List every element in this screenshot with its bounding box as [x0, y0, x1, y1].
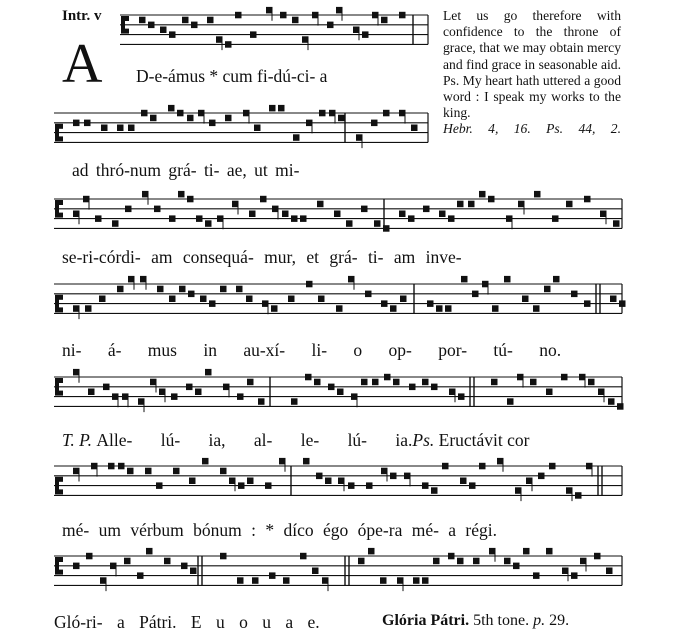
punctum-neume	[156, 482, 163, 489]
punctum-neume	[337, 389, 344, 396]
page-abbrev: p.	[533, 612, 546, 629]
punctum-neume	[186, 384, 193, 391]
punctum-neume	[544, 286, 551, 293]
punctum-neume	[422, 379, 429, 386]
c-clef-icon	[59, 307, 63, 312]
punctum-neume	[108, 463, 115, 470]
punctum-neume	[457, 558, 464, 565]
punctum-neume	[399, 12, 406, 18]
psalm-incipit: Eructávit cor	[438, 430, 530, 450]
punctum-neume	[283, 577, 290, 584]
c-clef-icon	[121, 16, 125, 34]
punctum-neume	[610, 296, 617, 303]
punctum-neume	[195, 389, 202, 396]
punctum-neume	[173, 468, 180, 475]
punctum-neume	[325, 478, 332, 485]
punctum-neume	[433, 558, 440, 565]
punctum-neume	[393, 379, 400, 386]
punctum-neume	[141, 110, 148, 117]
c-clef-icon	[59, 124, 63, 129]
c-clef-icon	[55, 200, 59, 218]
punctum-neume	[608, 398, 615, 405]
punctum-neume	[448, 215, 455, 222]
gloria-label: Glória Pátri.	[382, 612, 470, 629]
punctum-neume	[247, 379, 254, 386]
punctum-neume	[205, 369, 212, 376]
punctum-neume	[533, 305, 540, 312]
punctum-neume	[225, 41, 232, 48]
punctum-neume	[187, 196, 194, 203]
punctum-neume	[103, 384, 110, 391]
punctum-neume	[181, 563, 188, 570]
punctum-neume	[84, 120, 91, 127]
punctum-neume	[220, 553, 227, 560]
punctum-neume	[200, 296, 207, 303]
punctum-neume	[117, 125, 124, 132]
punctum-neume	[128, 125, 135, 132]
c-clef-icon	[59, 391, 63, 396]
lyric-line-7: Gló-ri- a Pátri. E u o u a e.	[54, 612, 320, 632]
punctum-neume	[546, 548, 553, 555]
punctum-neume	[390, 305, 397, 312]
punctum-neume	[383, 225, 390, 232]
punctum-neume	[513, 563, 520, 570]
punctum-neume	[288, 296, 295, 303]
punctum-neume	[445, 305, 452, 312]
c-clef-icon	[55, 378, 59, 396]
mode-label: Intr. v	[62, 8, 102, 24]
c-clef-icon	[59, 570, 63, 575]
punctum-neume	[431, 384, 438, 391]
punctum-neume	[124, 558, 131, 565]
punctum-neume	[327, 22, 334, 29]
punctum-neume	[504, 558, 511, 565]
punctum-neume	[312, 568, 319, 575]
c-clef-icon	[125, 16, 129, 21]
punctum-neume	[571, 572, 578, 579]
punctum-neume	[448, 553, 455, 560]
punctum-neume	[584, 196, 591, 203]
lyric-line-2: ad thró-num grá- ti- ae, ut mi-	[72, 160, 300, 180]
punctum-neume	[361, 206, 368, 213]
punctum-neume	[336, 305, 343, 312]
punctum-neume	[125, 206, 132, 213]
punctum-neume	[291, 215, 298, 222]
punctum-neume	[137, 572, 144, 579]
lyric-line-5	[62, 430, 530, 451]
punctum-neume	[300, 215, 307, 222]
punctum-neume	[237, 393, 244, 400]
punctum-neume	[338, 115, 345, 122]
punctum-neume	[250, 31, 257, 38]
punctum-neume	[139, 17, 146, 24]
punctum-neume	[238, 482, 245, 489]
punctum-neume	[383, 110, 390, 117]
punctum-neume	[292, 17, 299, 24]
punctum-neume	[168, 105, 175, 112]
punctum-neume	[169, 296, 176, 303]
c-clef-icon	[55, 557, 59, 575]
c-clef-icon	[59, 557, 63, 562]
punctum-neume	[101, 125, 108, 132]
punctum-neume	[73, 120, 80, 127]
punctum-neume	[372, 379, 379, 386]
punctum-neume	[169, 31, 176, 38]
punctum-neume	[88, 389, 95, 396]
punctum-neume	[189, 478, 196, 485]
punctum-neume	[225, 115, 232, 122]
punctum-neume	[209, 120, 216, 127]
punctum-neume	[160, 27, 167, 34]
punctum-neume	[588, 379, 595, 386]
punctum-neume	[552, 215, 559, 222]
translation-text: Let us go therefore with confidence to the throne of grace, that we may obtain mercy and find grace in seasonable aid. Ps. My heart hath uttered a good word : I speak my works to the king.	[443, 8, 621, 121]
punctum-neume	[390, 473, 397, 480]
c-clef-icon	[59, 489, 63, 494]
punctum-neume	[258, 398, 265, 405]
c-clef-icon	[59, 477, 63, 482]
punctum-neume	[280, 12, 287, 18]
punctum-neume	[118, 463, 125, 470]
c-clef-icon	[59, 295, 63, 300]
punctum-neume	[202, 458, 209, 465]
punctum-neume	[384, 374, 391, 381]
c-clef-icon	[59, 378, 63, 383]
psalm-marker: Ps.	[412, 430, 435, 450]
punctum-neume	[236, 286, 243, 293]
punctum-neume	[358, 558, 365, 565]
punctum-neume	[293, 134, 300, 141]
punctum-neume	[177, 110, 184, 117]
punctum-neume	[617, 403, 624, 410]
punctum-neume	[157, 286, 164, 293]
page-number: 29.	[549, 612, 570, 629]
punctum-neume	[182, 17, 189, 24]
punctum-neume	[492, 305, 499, 312]
punctum-neume	[171, 393, 178, 400]
lyric-line-3: se-ri-córdi- am consequá- mur, et grá- ti- am inve-	[62, 247, 462, 267]
punctum-neume	[127, 468, 134, 475]
punctum-neume	[148, 22, 155, 29]
punctum-neume	[246, 296, 253, 303]
punctum-neume	[613, 220, 620, 227]
c-clef-icon	[59, 213, 63, 218]
punctum-neume	[271, 305, 278, 312]
punctum-neume	[205, 220, 212, 227]
punctum-neume	[300, 553, 307, 560]
punctum-neume	[571, 291, 578, 298]
punctum-neume	[191, 22, 198, 29]
punctum-neume	[305, 374, 312, 381]
punctum-neume	[619, 300, 626, 307]
tone-label: 5th tone.	[473, 612, 530, 629]
punctum-neume	[473, 558, 480, 565]
punctum-neume	[368, 548, 375, 555]
lyric-line-1: D-e-ámus * cum fi-dú-ci- a	[136, 66, 328, 86]
punctum-neume	[411, 125, 418, 132]
punctum-neume	[507, 398, 514, 405]
punctum-neume	[99, 296, 106, 303]
punctum-neume	[196, 215, 203, 222]
punctum-neume	[400, 296, 407, 303]
punctum-neume	[112, 220, 119, 227]
punctum-neume	[575, 492, 582, 499]
punctum-neume	[95, 215, 102, 222]
punctum-neume	[374, 220, 381, 227]
punctum-neume	[260, 196, 267, 203]
punctum-neume	[371, 120, 378, 127]
punctum-neume	[117, 286, 124, 293]
punctum-neume	[334, 211, 341, 218]
punctum-neume	[423, 206, 430, 213]
punctum-neume	[413, 577, 420, 584]
punctum-neume	[188, 291, 195, 298]
gloria-reference	[382, 612, 569, 630]
punctum-neume	[365, 291, 372, 298]
punctum-neume	[561, 374, 568, 381]
punctum-neume	[86, 553, 93, 560]
initial-letter: A	[62, 33, 103, 95]
punctum-neume	[530, 379, 537, 386]
punctum-neume	[207, 17, 214, 24]
c-clef-icon	[55, 295, 59, 313]
punctum-neume	[469, 482, 476, 489]
punctum-neume	[457, 201, 464, 208]
punctum-neume	[146, 548, 153, 555]
punctum-neume	[504, 276, 511, 283]
punctum-neume	[549, 463, 556, 470]
lyric-line-6: mé- um vérbum bónum : * díco égo ópe-ra mé- a régi.	[62, 520, 498, 540]
punctum-neume	[291, 398, 298, 405]
punctum-neume	[479, 463, 486, 470]
punctum-neume	[491, 379, 498, 386]
punctum-neume	[237, 577, 244, 584]
c-clef-icon	[125, 29, 129, 34]
punctum-neume	[409, 384, 416, 391]
c-clef-icon	[59, 200, 63, 205]
punctum-neume	[584, 300, 591, 307]
c-clef-icon	[55, 124, 59, 142]
punctum-neume	[523, 548, 530, 555]
punctum-neume	[422, 577, 429, 584]
scripture-reference: Hebr. 4, 16. Ps. 44, 2.	[443, 121, 621, 137]
punctum-neume	[278, 105, 285, 112]
punctum-neume	[533, 572, 540, 579]
punctum-neume	[594, 553, 601, 560]
punctum-neume	[319, 110, 326, 117]
punctum-neume	[479, 191, 486, 198]
punctum-neume	[427, 300, 434, 307]
punctum-neume	[553, 276, 560, 283]
punctum-neume	[179, 286, 186, 293]
punctum-neume	[190, 568, 197, 575]
tempore-paschali-marker: T. P.	[62, 430, 92, 450]
punctum-neume	[361, 379, 368, 386]
punctum-neume	[269, 572, 276, 579]
punctum-neume	[534, 191, 541, 198]
punctum-neume	[460, 478, 467, 485]
c-clef-icon	[55, 477, 59, 495]
punctum-neume	[346, 220, 353, 227]
punctum-neume	[220, 286, 227, 293]
punctum-neume	[318, 296, 325, 303]
punctum-neume	[328, 384, 335, 391]
punctum-neume	[458, 393, 465, 400]
punctum-neume	[439, 211, 446, 218]
punctum-neume	[546, 389, 553, 396]
punctum-neume	[362, 31, 369, 38]
punctum-neume	[220, 468, 227, 475]
punctum-neume	[468, 201, 475, 208]
punctum-neume	[436, 305, 443, 312]
punctum-neume	[252, 577, 259, 584]
punctum-neume	[269, 105, 276, 112]
punctum-neume	[431, 487, 438, 494]
punctum-neume	[606, 568, 613, 575]
punctum-neume	[399, 211, 406, 218]
punctum-neume	[235, 12, 242, 18]
punctum-neume	[73, 563, 80, 570]
punctum-neume	[381, 300, 388, 307]
lyric-line-4: ni- á- mus in au-xí- li- o op- por- tú- no.	[62, 340, 562, 360]
punctum-neume	[538, 473, 545, 480]
punctum-neume	[85, 305, 92, 312]
punctum-neume	[314, 379, 321, 386]
punctum-neume	[178, 191, 185, 198]
punctum-neume	[282, 211, 289, 218]
punctum-neume	[381, 17, 388, 24]
punctum-neume	[247, 478, 254, 485]
punctum-neume	[154, 206, 161, 213]
punctum-neume	[488, 196, 495, 203]
punctum-neume	[150, 115, 157, 122]
punctum-neume	[348, 482, 355, 489]
punctum-neume	[187, 115, 194, 122]
punctum-neume	[254, 125, 261, 132]
c-clef-icon	[59, 136, 63, 141]
punctum-neume	[422, 482, 429, 489]
punctum-neume	[249, 211, 256, 218]
punctum-neume	[380, 577, 387, 584]
punctum-neume	[317, 201, 324, 208]
alleluia-text: Alle- lú- ia, al- le- lú- ia.	[96, 430, 413, 450]
punctum-neume	[408, 215, 415, 222]
punctum-neume	[265, 482, 272, 489]
punctum-neume	[366, 482, 373, 489]
punctum-neume	[209, 300, 216, 307]
punctum-neume	[306, 281, 313, 288]
punctum-neume	[566, 201, 573, 208]
punctum-neume	[169, 215, 176, 222]
punctum-neume	[145, 468, 152, 475]
punctum-neume	[303, 458, 310, 465]
punctum-neume	[316, 473, 323, 480]
punctum-neume	[522, 296, 529, 303]
punctum-neume	[164, 558, 171, 565]
punctum-neume	[461, 276, 468, 283]
punctum-neume	[472, 291, 479, 298]
punctum-neume	[442, 463, 449, 470]
